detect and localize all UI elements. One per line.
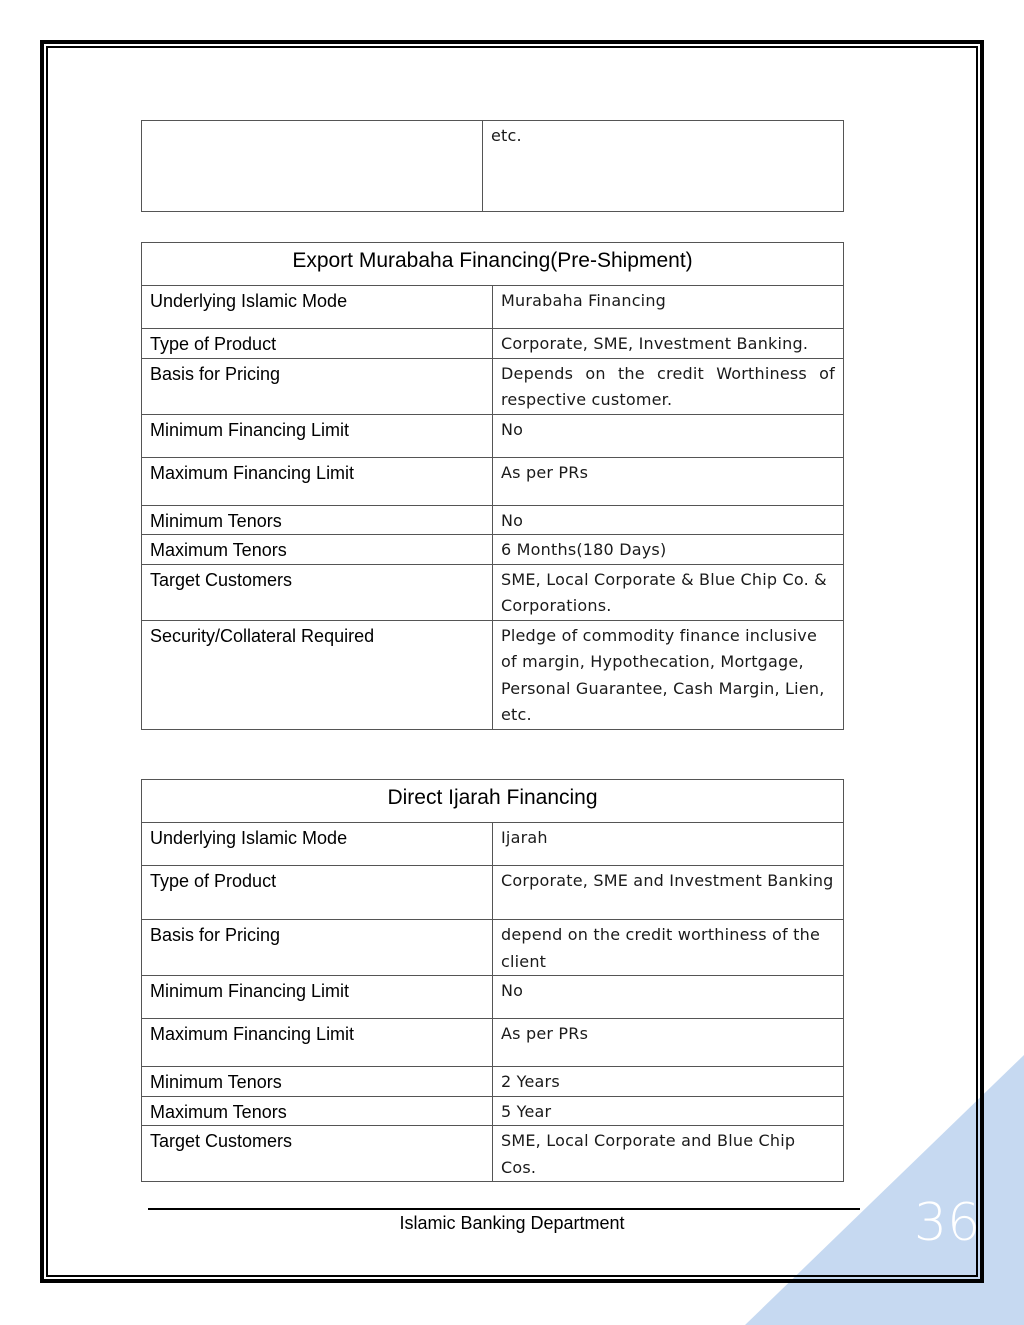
row-label: Maximum Financing Limit [142, 457, 493, 505]
row-value: SME, Local Corporate & Blue Chip Co. & Corporations. [493, 564, 844, 620]
row-label: Maximum Tenors [142, 1096, 493, 1126]
row-label: Target Customers [142, 1126, 493, 1182]
row-label [142, 121, 483, 212]
direct-ijarah-table [141, 779, 844, 1182]
page-number: 36 [914, 1193, 981, 1253]
table-row [142, 329, 844, 359]
row-value: etc. [483, 121, 844, 212]
row-label: Minimum Tenors [142, 1067, 493, 1097]
row-value: Depends on the credit Worthiness of respective customer. [493, 358, 844, 414]
table-row [142, 121, 844, 212]
table-row [142, 866, 844, 920]
row-value: 6 Months(180 Days) [493, 535, 844, 565]
table-header-row [142, 780, 844, 823]
table-row [142, 1096, 844, 1126]
footer-department: Islamic Banking Department [399, 1213, 625, 1233]
row-label: Maximum Financing Limit [142, 1019, 493, 1067]
table-row [142, 358, 844, 414]
table-row [142, 1067, 844, 1097]
row-value: Pledge of commodity finance inclusive of margin, Hypothecation, Mortgage, Personal Guarantee, Cash Margin, Lien, etc. [493, 620, 844, 729]
table-row [142, 1019, 844, 1067]
table-row [142, 414, 844, 457]
row-value: As per PRs [493, 457, 844, 505]
row-label: Minimum Tenors [142, 505, 493, 535]
row-value: No [493, 976, 844, 1019]
row-value: depend on the credit worthiness of the client [493, 920, 844, 976]
row-value: SME, Local Corporate and Blue Chip Cos. [493, 1126, 844, 1182]
table-row [142, 1126, 844, 1182]
continuation-table [141, 120, 844, 212]
footer-divider [148, 1208, 860, 1210]
row-value: As per PRs [493, 1019, 844, 1067]
row-label: Security/Collateral Required [142, 620, 493, 729]
table-row [142, 620, 844, 729]
row-label: Type of Product [142, 329, 493, 359]
row-value: No [493, 505, 844, 535]
table-row [142, 976, 844, 1019]
table-title: Export Murabaha Financing(Pre-Shipment) [142, 243, 844, 286]
table-row [142, 920, 844, 976]
row-label: Underlying Islamic Mode [142, 286, 493, 329]
row-value: 5 Year [493, 1096, 844, 1126]
row-label: Minimum Financing Limit [142, 976, 493, 1019]
row-value: 2 Years [493, 1067, 844, 1097]
row-value: Murabaha Financing [493, 286, 844, 329]
table-row [142, 286, 844, 329]
table-row [142, 457, 844, 505]
row-label: Basis for Pricing [142, 920, 493, 976]
table-row [142, 823, 844, 866]
row-value: Corporate, SME, Investment Banking. [493, 329, 844, 359]
row-value: Ijarah [493, 823, 844, 866]
row-value: No [493, 414, 844, 457]
table-row [142, 505, 844, 535]
row-label: Type of Product [142, 866, 493, 920]
row-label: Underlying Islamic Mode [142, 823, 493, 866]
row-label: Maximum Tenors [142, 535, 493, 565]
table-row [142, 564, 844, 620]
table-title: Direct Ijarah Financing [142, 780, 844, 823]
row-value: Corporate, SME and Investment Banking [493, 866, 844, 920]
table-header-row [142, 243, 844, 286]
row-label: Target Customers [142, 564, 493, 620]
row-label: Minimum Financing Limit [142, 414, 493, 457]
table-row [142, 535, 844, 565]
export-murabaha-table [141, 242, 844, 730]
row-label: Basis for Pricing [142, 358, 493, 414]
